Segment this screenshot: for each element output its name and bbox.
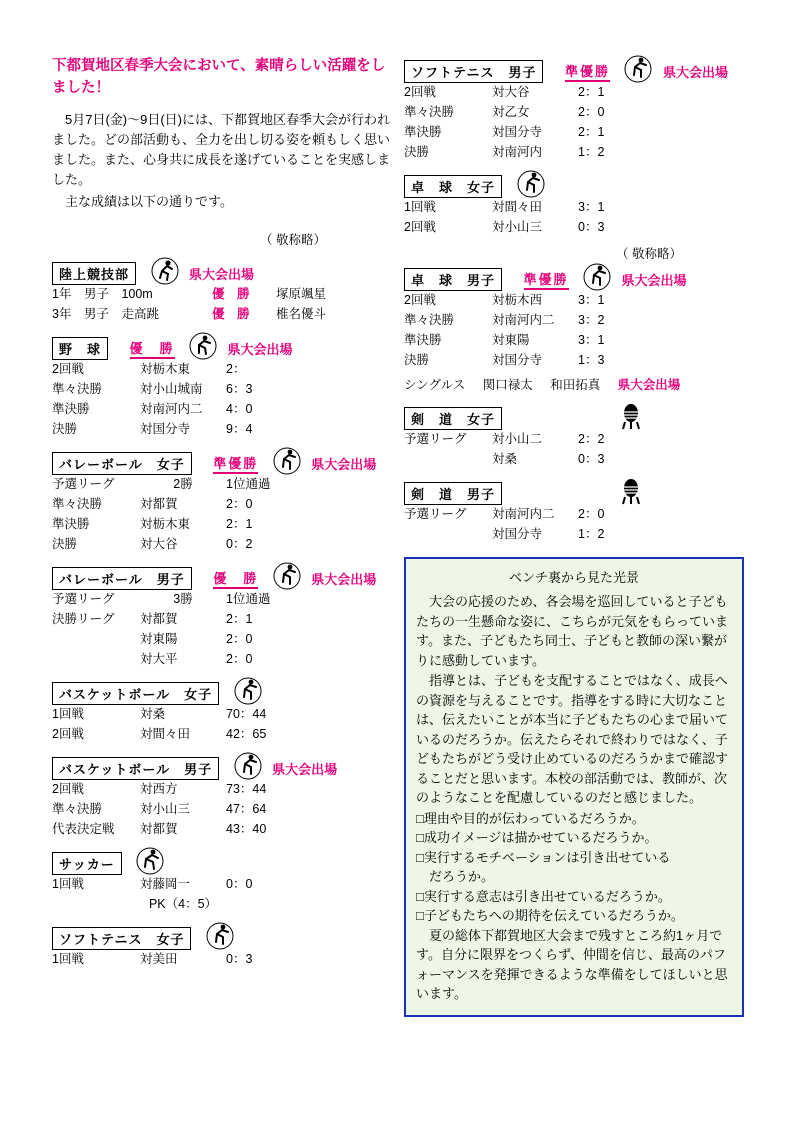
tabletennis-icon	[516, 169, 546, 199]
kentaikai-badge: 県大会出場	[311, 456, 377, 472]
kentaikai-badge: 県大会出場	[621, 272, 687, 288]
track-icon	[150, 256, 180, 286]
table-row: 準々決勝 対都賀 2：0	[52, 497, 253, 512]
intro-paragraph-1: 5月7日(金)～9日(日)には、下都賀地区春季大会が行われました。どの部活動も、全力を出し切る姿を頼もしく思いました。また、心身共に成長を遂げていることを実感しました。	[52, 111, 391, 187]
kentaikai-badge: 県大会出場	[227, 341, 293, 357]
section-basketball-girls	[52, 678, 392, 743]
section-kendo-girls	[404, 403, 748, 468]
section-softtennis-boys	[404, 56, 748, 161]
kentaikai-badge: 県大会出場	[188, 266, 254, 282]
baseball-icon	[188, 331, 218, 361]
table-row: 2回戦 対間々田 42：65	[52, 727, 267, 742]
table-row: 1回戦 対間々田 3：1	[404, 200, 605, 214]
club-name: ソフトテニス 女子	[52, 927, 191, 950]
table-row: 1回戦 対藤岡一 0：0	[52, 877, 253, 892]
table-row: 決勝 対国分寺 1：3	[404, 353, 605, 367]
singles-player-1: 関口禄太	[482, 378, 533, 392]
section-baseball	[52, 333, 392, 438]
table-row: 決勝 対南河内 1：2	[404, 145, 605, 159]
section-soccer	[52, 848, 392, 913]
comment-box	[404, 557, 744, 1017]
table-row: 準々決勝 対小山三 47：64	[52, 802, 267, 817]
table-row: 予選リーグ 3勝 1位通過	[52, 592, 271, 607]
results-table	[404, 428, 604, 468]
results-table	[404, 81, 604, 161]
results-table	[404, 289, 604, 369]
table-row: PK（4：5）	[148, 897, 218, 912]
table-row: 予選リーグ 2勝 1位通過	[52, 477, 271, 492]
table-row: 準々決勝 対小山城南 6：3	[52, 382, 253, 397]
table-row: 対桑 0：3	[492, 452, 605, 466]
club-name: 卓 球 女子	[404, 175, 502, 198]
table-row: 対国分寺 1：2	[492, 527, 605, 541]
award-badge: 優 勝	[213, 568, 258, 589]
kentaikai-badge: 県大会出場	[617, 378, 681, 392]
basketball-icon	[233, 751, 263, 781]
table-row: 準決勝 対栃木東 2：1	[52, 517, 253, 532]
table-row: 予選リーグ 対小山二 2：2	[404, 432, 605, 446]
checklist-item: □理由や目的が伝わっているだろうか。	[416, 810, 645, 826]
section-track	[52, 258, 392, 323]
award-badge: 準優勝	[565, 61, 610, 82]
club-name: 卓 球 男子	[404, 268, 502, 291]
results-table	[52, 473, 270, 553]
club-name: 陸上競技部	[52, 262, 136, 285]
results-table	[52, 778, 266, 838]
basketball-icon	[233, 676, 263, 706]
volleyball-icon	[272, 446, 302, 476]
section-softtennis-girls	[52, 923, 392, 968]
tennis-icon	[623, 54, 653, 84]
table-row: 代表決定戦 対都賀 43：40	[52, 822, 267, 837]
table-row: 3年 男子 走高跳 優 勝 椎名優斗	[52, 303, 366, 323]
section-tabletennis-girls	[404, 171, 748, 236]
results-table	[404, 503, 604, 543]
award-cell: 優 勝	[212, 307, 250, 322]
checklist-item: □実行する意志は引き出せているだろうか。	[416, 888, 671, 904]
results-table	[404, 196, 604, 236]
section-volleyball-girls	[52, 448, 392, 553]
kentaikai-badge: 県大会出場	[662, 64, 728, 80]
table-row: 準々決勝 対乙女 2：0	[404, 105, 605, 119]
singles-player-2: 和田拓真	[550, 378, 601, 392]
section-kendo-boys	[404, 478, 748, 543]
club-name: バレーボール 男子	[52, 567, 192, 590]
kentaikai-badge: 県大会出場	[311, 571, 377, 587]
results-table	[52, 703, 266, 743]
table-row: 2回戦 対大谷 2：1	[404, 85, 605, 99]
keisho-note-left: （ 敬称略）	[260, 233, 326, 248]
table-row: 1年 男子 100m 優 勝 塚原颯星	[52, 283, 366, 303]
table-row: 決勝 対大谷 0：2	[52, 537, 253, 552]
table-row: 対大平 2：0	[140, 652, 253, 667]
results-table	[52, 358, 252, 438]
page-title: 下都賀地区春季大会において、素晴らしい活躍をしました！	[52, 58, 386, 96]
club-name: バスケットボール 女子	[52, 682, 219, 705]
checklist-item: □子どもたちへの期待を伝えているだろうか。	[416, 908, 684, 923]
table-row: 1回戦 対美田 0：3	[52, 952, 253, 967]
table-row: 決勝 対国分寺 9：4	[52, 422, 253, 437]
checklist-item: □実行するモチベーションは引き出せている	[416, 849, 671, 865]
table-row: 2回戦 対栃木東 2：	[52, 362, 246, 377]
kendo-icon	[616, 476, 646, 506]
club-name: バレーボール 女子	[52, 452, 192, 475]
club-name: バスケットボール 男子	[52, 757, 219, 780]
soccer-icon	[135, 846, 165, 876]
comment-closing: 夏の総体下都賀地区大会まで残すところ約1ヶ月です。自分に限界をつくらず、仲間を信じ、最高のパフォーマンスを発揮できるような準備をしてほしいと思います。	[416, 927, 728, 1001]
comment-paragraph-2: 指導とは、子どもを支配することではなく、成長への資源を与えることです。指導をする時に大切なことは、伝えたいことが本当に子どもたちの心まで届いているのだろうか。伝えたらそれで終わりではなく、子どもたちがどう受け止めているのだろうかまで確認することだと思います。本校の部活動では、教師が、次のようなことを配慮しているのだと感じました。	[416, 673, 729, 805]
results-table	[52, 948, 252, 968]
table-row: 準決勝 対南河内二 4：0	[52, 402, 253, 417]
section-volleyball-boys	[52, 563, 392, 668]
table-row: 2回戦 対小山三 0：3	[404, 220, 605, 234]
table-row: 2回戦 対西方 73：44	[52, 782, 267, 797]
award-badge: 準優勝	[524, 269, 569, 290]
table-row: 予選リーグ 対南河内二 2：0	[404, 507, 605, 521]
right-column	[404, 56, 748, 1017]
section-basketball-boys	[52, 753, 392, 838]
tabletennis-icon	[582, 262, 612, 292]
table-row: 2回戦 対栃木西 3：1	[404, 293, 605, 307]
left-column	[52, 56, 392, 968]
table-row: 対東陽 2：0	[140, 632, 253, 647]
keisho-note-right: （ 敬称略）	[616, 247, 682, 261]
table-row: 決勝リーグ 対都賀 2：1	[52, 612, 253, 627]
intro-paragraph-2: 主な成績は以下の通りです。	[65, 194, 233, 210]
comment-title: ベンチ裏から見た光景	[508, 570, 639, 585]
kendo-icon	[616, 401, 646, 431]
results-table	[52, 283, 366, 323]
award-cell: 優 勝	[212, 287, 250, 302]
table-row: 準々決勝 対南河内二 3：2	[404, 313, 605, 327]
club-name: サッカー	[52, 852, 122, 875]
table-row: 準決勝 対国分寺 2：1	[404, 125, 605, 139]
comment-paragraph-1: 大会の応援のため、各会場を巡回していると子どもたちの一生懸命な姿に、こちらが元気をもらっています。また、子どもたち同士、子どもと教師の深い繋がりに感動しています。	[416, 594, 729, 668]
tennis-icon	[205, 921, 235, 951]
club-name: 剣 道 男子	[404, 482, 502, 505]
results-table	[52, 873, 252, 913]
club-name: 剣 道 女子	[404, 407, 502, 430]
kentaikai-badge: 県大会出場	[272, 761, 338, 777]
results-table	[52, 588, 270, 668]
club-name: 野 球	[52, 337, 108, 360]
checklist-item-continuation: だろうか。	[429, 869, 495, 884]
singles-row	[404, 375, 748, 393]
award-badge: 準優勝	[213, 453, 258, 474]
checklist-item: □成功イメージは描かせているだろうか。	[416, 830, 658, 845]
singles-label: シングルス	[404, 378, 466, 392]
table-row: 1回戦 対桑 70：44	[52, 707, 267, 722]
club-name: ソフトテニス 男子	[404, 60, 543, 83]
award-badge: 優 勝	[130, 338, 175, 359]
table-row: 準決勝 対東陽 3：1	[404, 333, 605, 347]
section-tabletennis-boys	[404, 264, 748, 393]
volleyball-icon	[272, 561, 302, 591]
